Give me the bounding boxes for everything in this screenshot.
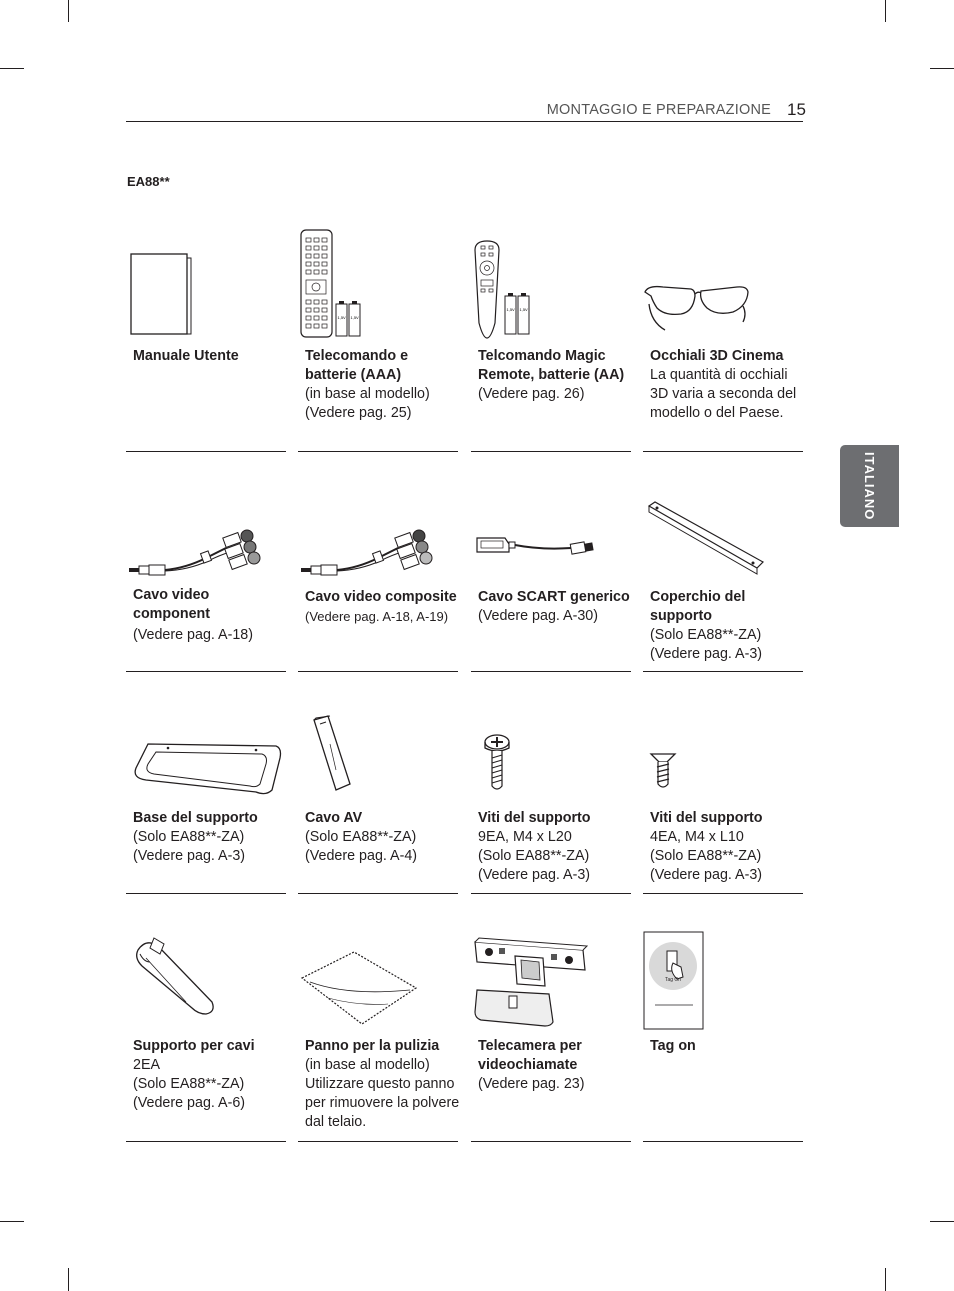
divider (643, 671, 803, 672)
item-desc: (Solo EA88**-ZA) (133, 829, 245, 845)
item-desc: (in base al modello) (305, 1057, 430, 1073)
item-name: Occhiali 3D Cinema (650, 348, 784, 364)
item-desc: 4EA, M4 x L10 (650, 829, 744, 845)
divider (298, 893, 458, 894)
divider (643, 451, 803, 452)
item-desc: (Vedere pag. 23) (478, 1076, 585, 1092)
item-desc: (Solo EA88**-ZA) (305, 829, 417, 845)
item-name: Cavo video component (133, 587, 211, 622)
item-desc: (Solo EA88**-ZA) (133, 1076, 245, 1092)
item-desc: Utilizzare questo panno per rimuovere la polvere dal telaio. (305, 1076, 460, 1130)
divider (471, 671, 631, 672)
stand-cover-icon (643, 500, 803, 580)
item-desc: (Solo EA88**-ZA) (650, 627, 762, 643)
battery-label: 1,5V (519, 307, 528, 312)
remote-control-icon (298, 226, 458, 341)
item-name: Base del supporto (133, 810, 258, 826)
item-name: Telecamera per videochiamate (478, 1038, 582, 1073)
item-desc: 2EA (133, 1057, 161, 1073)
divider (643, 893, 803, 894)
item-name: Telcomando Magic Remote, batterie (AA) (478, 348, 625, 383)
screw-l20-icon (471, 732, 631, 794)
item-desc: (Vedere pag. 26) (478, 386, 585, 402)
cleaning-cloth-icon (298, 948, 458, 1028)
item-desc: (Solo EA88**-ZA) (650, 848, 762, 864)
screw-l10-icon (643, 750, 803, 792)
item-desc: (Vedere pag. A-30) (478, 608, 599, 624)
item-desc: (Solo EA88**-ZA) (478, 848, 590, 864)
item-name: Supporto per cavi (133, 1038, 255, 1054)
divider (471, 893, 631, 894)
stand-base-icon (126, 738, 286, 800)
divider (471, 1141, 631, 1142)
divider (298, 1141, 458, 1142)
video-camera-icon (471, 934, 631, 1028)
scart-cable-icon (471, 530, 631, 566)
av-cable-icon (298, 714, 458, 794)
divider (298, 451, 458, 452)
divider (126, 451, 286, 452)
model-heading: EA88** (127, 174, 170, 189)
language-tab-label: ITALIANO (862, 451, 877, 521)
page-number: 15 (787, 100, 806, 119)
battery-label: 1,5V (337, 315, 346, 320)
item-desc: (Vedere pag. A-3) (650, 867, 763, 883)
magic-remote-icon (471, 238, 631, 342)
divider (126, 893, 286, 894)
item-name: Manuale Utente (133, 348, 239, 364)
item-name: Viti del supporto (650, 810, 763, 826)
item-name: Telecomando e batterie (AAA) (305, 348, 409, 383)
divider (471, 451, 631, 452)
item-desc: (Vedere pag. A-3) (133, 848, 246, 864)
item-name: Cavo video composite (305, 589, 457, 605)
item-desc: (Vedere pag. A-4) (305, 848, 418, 864)
item-name: Cavo SCART generico (478, 589, 630, 605)
item-name: Coperchio del supporto (650, 589, 746, 624)
divider (298, 671, 458, 672)
item-desc: (Vedere pag. A-18, A-19) (305, 609, 449, 624)
item-desc: (Vedere pag. A-18) (133, 627, 254, 643)
cable-holder-icon (126, 932, 286, 1020)
item-desc: (Vedere pag. A-6) (133, 1095, 246, 1111)
composite-cable-icon (298, 522, 458, 582)
divider (126, 671, 286, 672)
item-name: Panno per la pulizia (305, 1038, 440, 1054)
manual-icon (126, 250, 286, 340)
divider (643, 1141, 803, 1142)
item-desc: (Vedere pag. A-3) (650, 646, 763, 662)
tag-on-label: Tag On (664, 977, 682, 983)
item-name: Viti del supporto (478, 810, 591, 826)
tag-on-card (643, 931, 803, 1031)
header-rule (126, 121, 803, 122)
item-desc: (in base al modello) (305, 386, 430, 402)
item-desc: (Vedere pag. 25) (305, 405, 412, 421)
item-name: Tag on (650, 1038, 696, 1054)
language-tab[interactable] (840, 445, 899, 527)
battery-label: 1,5V (350, 315, 359, 320)
item-desc: La quantità di occhiali 3D varia a seconda del modello o del Paese. (650, 367, 797, 421)
section-title: MONTAGGIO E PREPARAZIONE (546, 102, 771, 118)
item-desc: 9EA, M4 x L20 (478, 829, 572, 845)
3d-glasses-icon (643, 282, 803, 334)
divider (126, 1141, 286, 1142)
component-cable-icon (126, 522, 286, 582)
item-desc: (Vedere pag. A-3) (478, 867, 591, 883)
item-name: Cavo AV (305, 810, 363, 826)
battery-label: 1,5V (506, 307, 515, 312)
